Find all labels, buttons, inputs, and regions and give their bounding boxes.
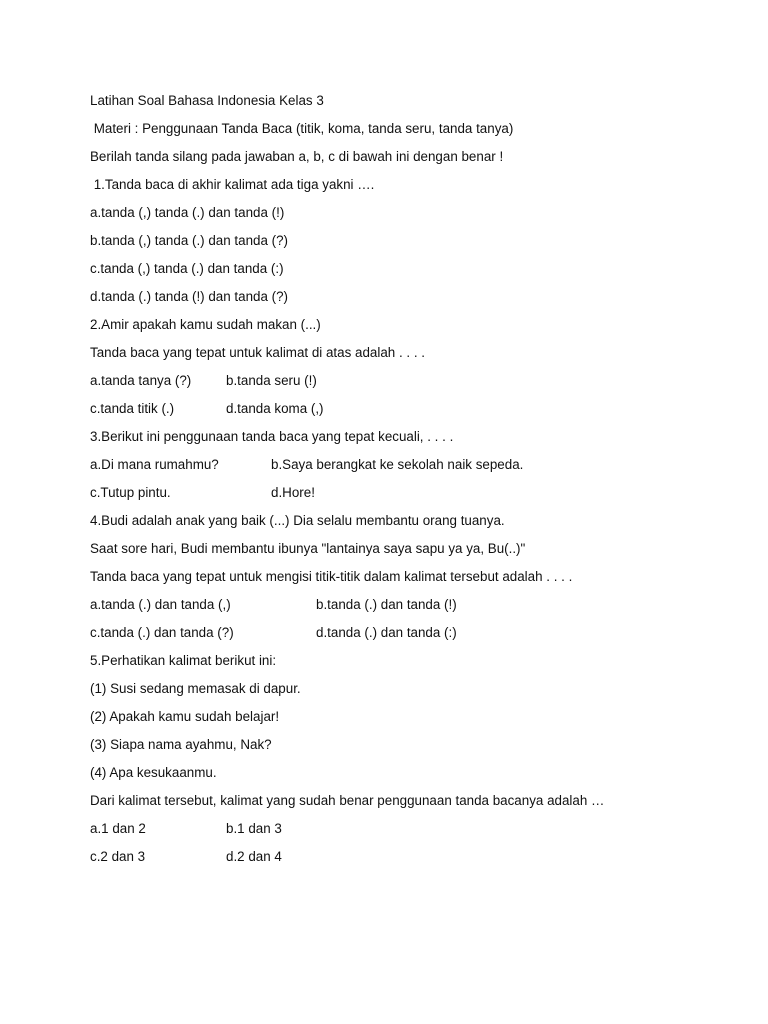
q5-option-c: c.2 dan 3 [90,849,146,864]
q3-option-b: b.Saya berangkat ke sekolah naik sepeda. [271,457,524,472]
question-3: 3.Berikut ini penggunaan tanda baca yang tepat kecuali, . . . . [90,429,454,444]
question-1: 1.Tanda baca di akhir kalimat ada tiga yakni …. [90,177,375,192]
q2-prompt: Tanda baca yang tepat untuk kalimat di atas adalah . . . . [90,345,425,360]
q5-sentence-2: (2) Apakah kamu sudah belajar! [90,709,280,724]
q2-option-c: c.tanda titik (.) [90,401,175,416]
q5-sentence-1: (1) Susi sedang memasak di dapur. [90,681,301,696]
q4-option-c: c.tanda (.) dan tanda (?) [90,625,234,640]
q4-option-b: b.tanda (.) dan tanda (!) [316,597,457,612]
q4-line-2: Saat sore hari, Budi membantu ibunya "lantainya saya sapu ya ya, Bu(..)" [90,541,526,556]
q5-option-d: d.2 dan 4 [226,849,282,864]
q5-option-b: b.1 dan 3 [226,821,282,836]
document-title: Latihan Soal Bahasa Indonesia Kelas 3 [90,93,324,108]
q1-option-d: d.tanda (.) tanda (!) dan tanda (?) [90,289,289,304]
q3-option-a: a.Di mana rumahmu? [90,457,219,472]
q5-sentence-3: (3) Siapa nama ayahmu, Nak? [90,737,272,752]
q4-option-d: d.tanda (.) dan tanda (:) [316,625,457,640]
q5-sentence-4: (4) Apa kesukaanmu. [90,765,217,780]
question-4: 4.Budi adalah anak yang baik (...) Dia selalu membantu orang tuanya. [90,513,505,528]
q2-option-d: d.tanda koma (,) [226,401,324,416]
q4-prompt: Tanda baca yang tepat untuk mengisi titik-titik dalam kalimat tersebut adalah . . . . [90,569,573,584]
q4-option-a: a.tanda (.) dan tanda (,) [90,597,231,612]
q2-option-a: a.tanda tanya (?) [90,373,192,388]
question-5: 5.Perhatikan kalimat berikut ini: [90,653,277,668]
materi-line: Materi : Penggunaan Tanda Baca (titik, koma, tanda seru, tanda tanya) [90,121,514,136]
instruction-line: Berilah tanda silang pada jawaban a, b, c di bawah ini dengan benar ! [90,149,504,164]
q3-option-c: c.Tutup pintu. [90,485,171,500]
question-2: 2.Amir apakah kamu sudah makan (...) [90,317,321,332]
q5-prompt: Dari kalimat tersebut, kalimat yang sudah benar penggunaan tanda bacanya adalah … [90,793,605,808]
q1-option-c: c.tanda (,) tanda (.) dan tanda (:) [90,261,284,276]
q1-option-a: a.tanda (,) tanda (.) dan tanda (!) [90,205,285,220]
q1-option-b: b.tanda (,) tanda (.) dan tanda (?) [90,233,289,248]
q5-option-a: a.1 dan 2 [90,821,146,836]
q2-option-b: b.tanda seru (!) [226,373,317,388]
q3-option-d: d.Hore! [271,485,315,500]
